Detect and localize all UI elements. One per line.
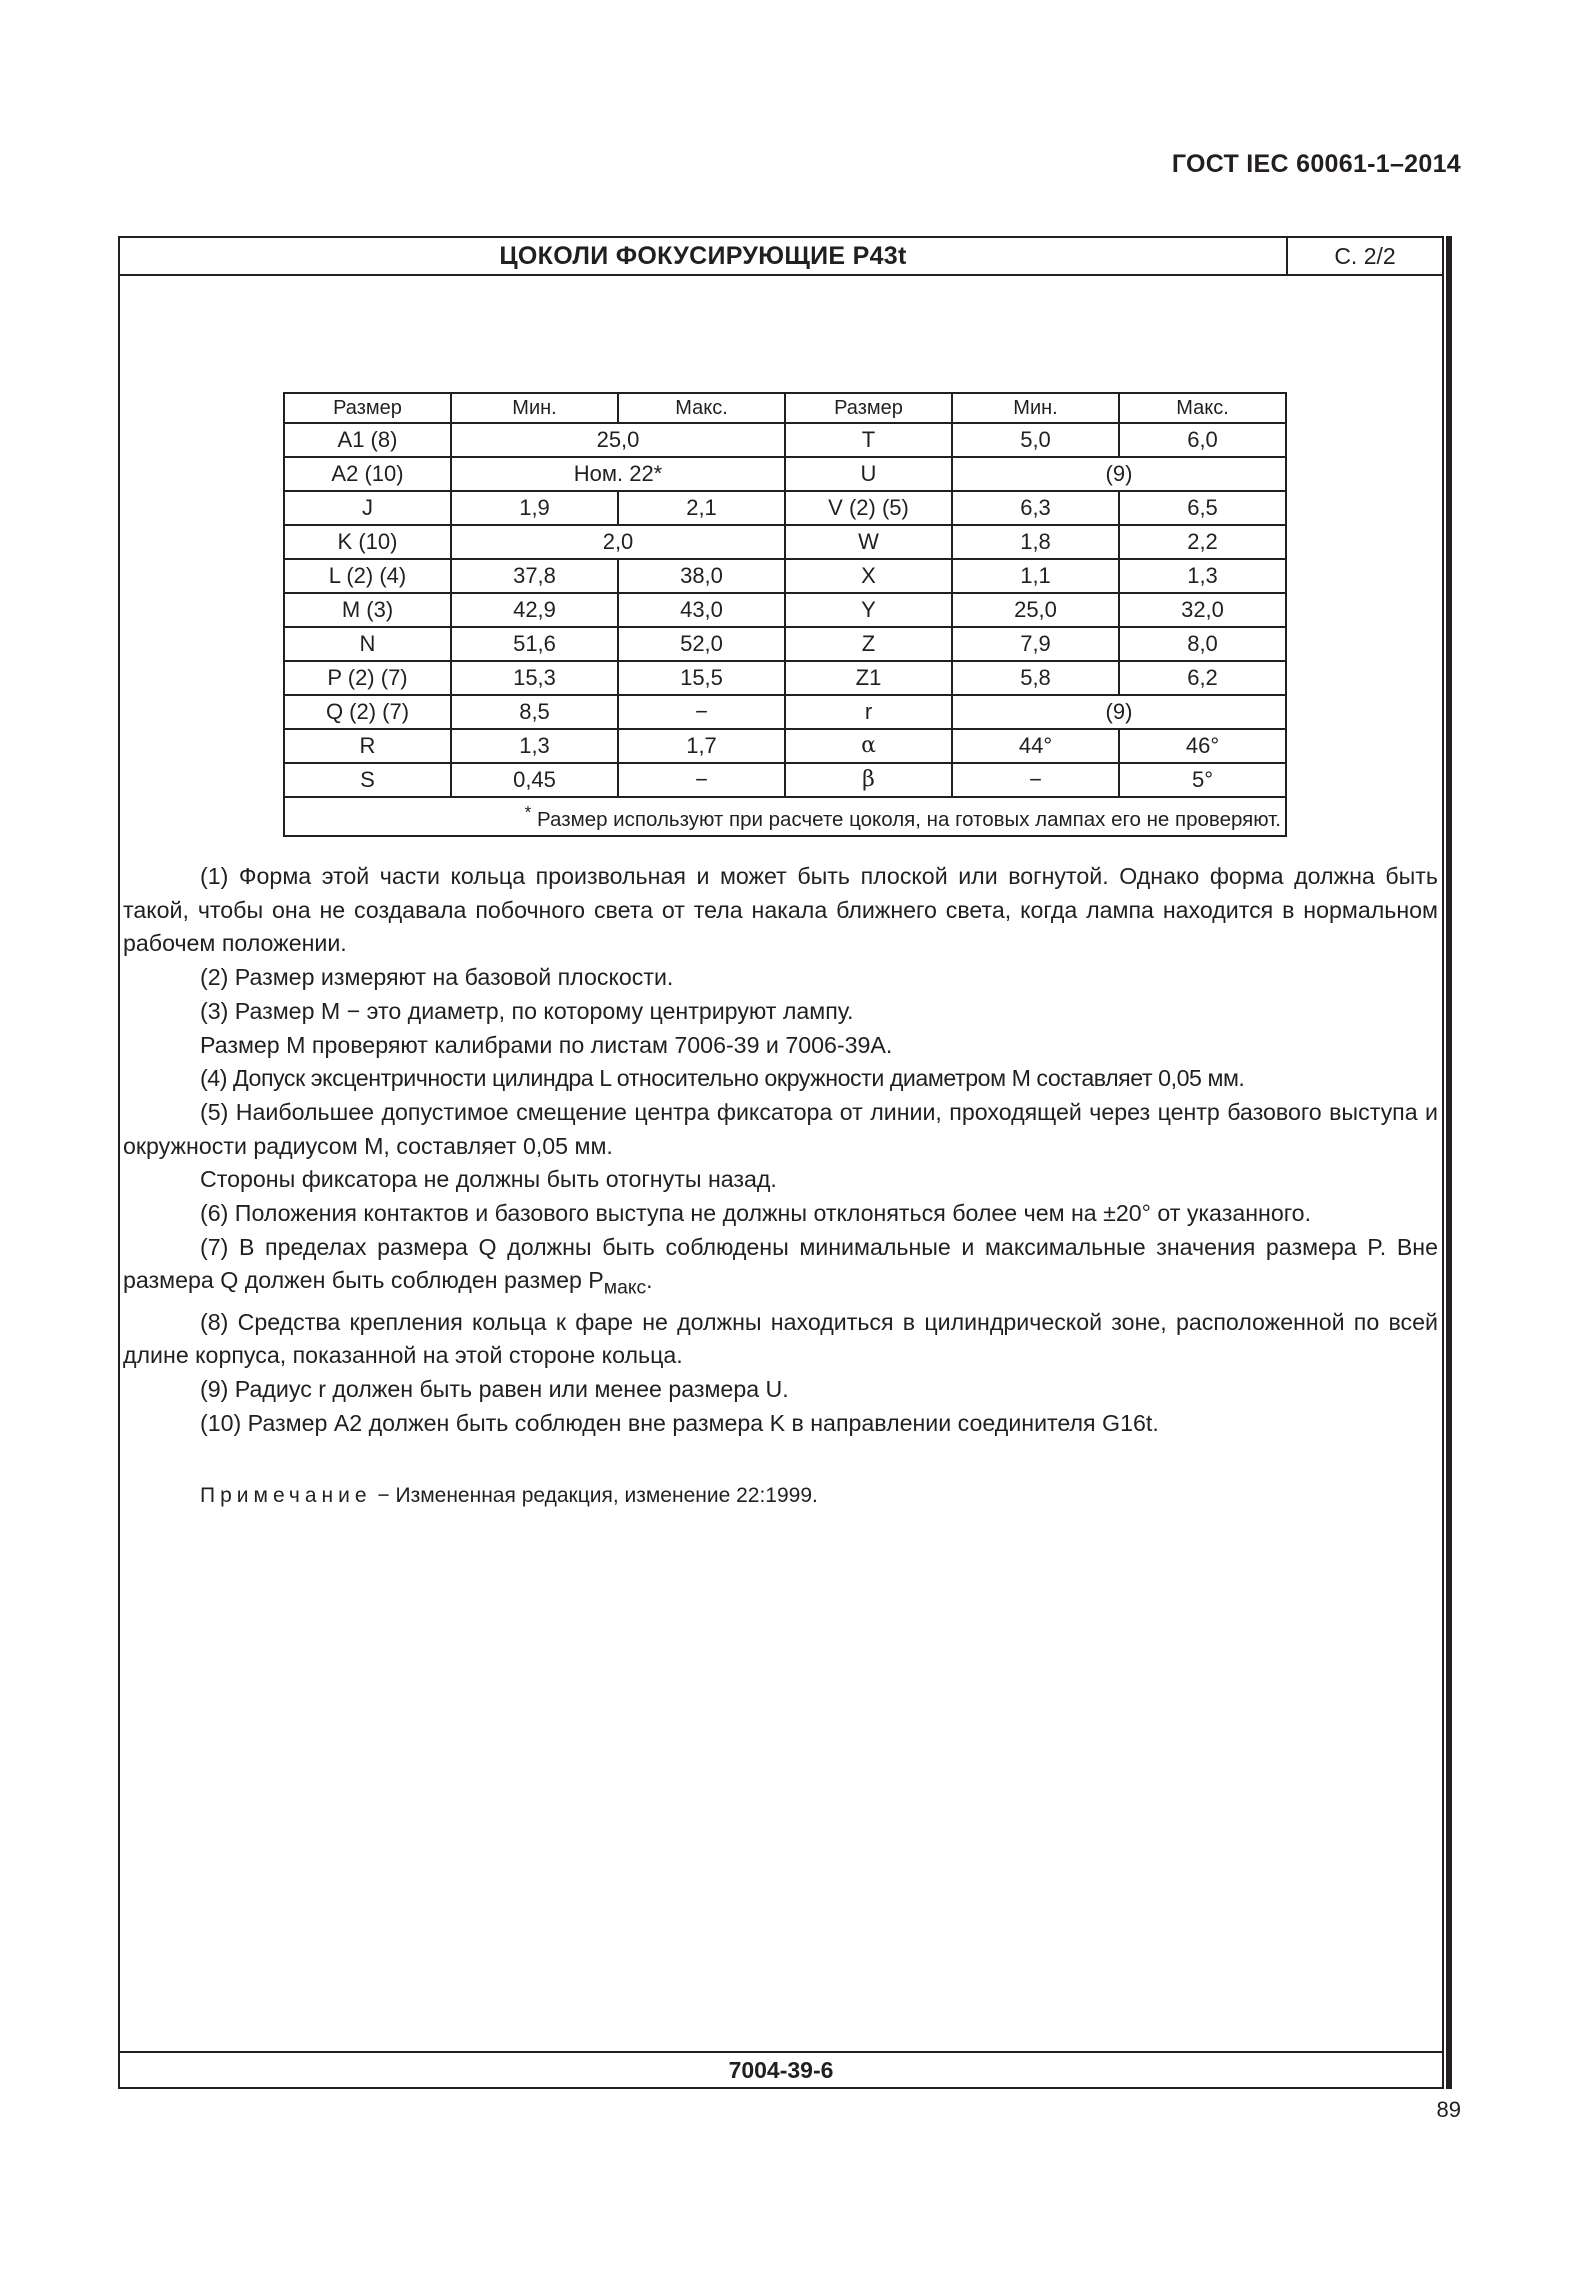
col-header: Мин. [952,393,1119,423]
table-cell: β [785,763,952,797]
table-cell: K (10) [284,525,451,559]
note-paragraph: (4) Допуск эксцентричности цилиндра L относительно окружности диаметром M составляет 0,05 мм. [200,1065,1245,1092]
table-cell: (9) [952,457,1286,491]
notes-section [123,860,1438,1512]
table-footnote-row [284,797,1286,836]
table-row [284,457,1286,491]
note-paragraph: (2) Размер измеряют на базовой плоскости. [200,964,674,991]
remark [123,1479,1438,1513]
table-cell: 5,0 [952,423,1119,457]
remark-text: − Измененная редакция, изменение 22:1999. [371,1483,818,1507]
table-row [284,729,1286,763]
table-cell: 42,9 [451,593,618,627]
table-cell: Z1 [785,661,952,695]
remark-lead: Примечание [200,1483,372,1507]
table-cell: 8,0 [1119,627,1286,661]
table-cell: Z [785,627,952,661]
table-cell: (9) [952,695,1286,729]
table-cell: 15,3 [451,661,618,695]
table-cell: 6,2 [1119,661,1286,695]
table-cell: S [284,763,451,797]
table-cell: 1,3 [451,729,618,763]
table-cell: T [785,423,952,457]
note-paragraph: (5) Наибольшее допустимое смещение центра фиксатора от линии, проходящей через центр базового выступа и окружности радиусом M, составляет 0,05 мм. [123,1098,1438,1159]
page-number: 89 [1436,2097,1461,2122]
note-paragraph: (6) Положения контактов и базового выступа не должны отклоняться более чем на ±20° от указанного. [200,1200,1312,1227]
table-cell: L (2) (4) [284,559,451,593]
table-cell: V (2) (5) [785,491,952,525]
table-cell: 25,0 [451,423,785,457]
table-cell: R [284,729,451,763]
table-cell: − [618,763,785,797]
table-cell: U [785,457,952,491]
table-cell: 1,1 [952,559,1119,593]
document-header: ГОСТ IEC 60061-1–2014 [1171,150,1461,178]
col-header: Мин. [451,393,618,423]
note-paragraph: Размер M проверяют калибрами по листам 7006-39 и 7006-39A. [200,1031,893,1058]
table-header-row [284,393,1286,423]
table-cell: W [785,525,952,559]
table-cell: 6,3 [952,491,1119,525]
table-cell: A1 (8) [284,423,451,457]
table-cell: r [785,695,952,729]
note-paragraph: (8) Средства крепления кольца к фаре не должны находиться в цилиндрической зоне, расположенной по всей длине корпуса, показанной на этой стороне кольца. [123,1308,1438,1369]
table-row [284,763,1286,797]
table-cell: − [952,763,1119,797]
table-cell: J [284,491,451,525]
sheet-title: ЦОКОЛИ ФОКУСИРУЮЩИЕ P43t [499,242,907,270]
table-cell: 6,0 [1119,423,1286,457]
sheet-code: 7004-39-6 [120,2051,1442,2087]
table-cell: 1,7 [618,729,785,763]
table-cell: 5,8 [952,661,1119,695]
table-cell: 44° [952,729,1119,763]
table-cell: 15,5 [618,661,785,695]
table-cell: M (3) [284,593,451,627]
table-cell: α [785,729,952,763]
footnote-mark: * [524,803,532,822]
table-cell: 52,0 [618,627,785,661]
standard-sheet [118,236,1444,2089]
table-cell: X [785,559,952,593]
table-cell: 5° [1119,763,1286,797]
col-header: Размер [785,393,952,423]
note-paragraph [123,1231,1438,1306]
table-row [284,423,1286,457]
table-cell: 1,9 [451,491,618,525]
table-cell: 2,2 [1119,525,1286,559]
table-cell: 0,45 [451,763,618,797]
table-cell: 7,9 [952,627,1119,661]
table-row [284,593,1286,627]
table-row [284,559,1286,593]
table-cell: 46° [1119,729,1286,763]
note-paragraph: (1) Форма этой части кольца произвольная и может быть плоской или вогнутой. Однако форма должна быть такой, чтобы она не создавала побочного света от тела накала ближнего света, когда лампа находится в нормальном рабочем положении. [123,863,1438,957]
table-cell: 38,0 [618,559,785,593]
frame-shadow [1446,236,1452,2089]
table-cell: 51,6 [451,627,618,661]
table-cell: 25,0 [952,593,1119,627]
table-row [284,627,1286,661]
note-subscript: макс [603,1278,647,1300]
note-paragraph: (9) Радиус r должен быть равен или менее размера U. [200,1376,789,1403]
note-text: (7) В пределах размера Q должны быть соблюдены минимальные и максимальные значения размера P. Вне размера Q должен быть соблюден размер P [123,1233,1438,1294]
col-header: Размер [284,393,451,423]
table-footnote [284,797,1286,836]
table-cell: N [284,627,451,661]
table-row [284,525,1286,559]
note-paragraph: (3) Размер M − это диаметр, по которому центрируют лампу. [200,997,854,1024]
table-row [284,695,1286,729]
table-cell: P (2) (7) [284,661,451,695]
table-cell: 6,5 [1119,491,1286,525]
table-cell: 2,0 [451,525,785,559]
table-cell: − [618,695,785,729]
table-cell: 37,8 [451,559,618,593]
col-header: Макс. [1119,393,1286,423]
table-cell: 8,5 [451,695,618,729]
table-cell: Y [785,593,952,627]
note-paragraph: Стороны фиксатора не должны быть отогнуты назад. [200,1166,777,1193]
note-paragraph: (10) Размер A2 должен быть соблюден вне размера K в направлении соединителя G16t. [200,1409,1159,1436]
note-tail: . [646,1267,653,1294]
table-cell: 1,3 [1119,559,1286,593]
table-cell: A2 (10) [284,457,451,491]
table-cell: 43,0 [618,593,785,627]
table-cell: Q (2) (7) [284,695,451,729]
table-cell: Ном. 22* [451,457,785,491]
table-row [284,661,1286,695]
table-cell: 32,0 [1119,593,1286,627]
dimensions-table [283,392,1287,837]
sheet-title-row [120,238,1442,276]
table-row [284,491,1286,525]
table-cell: 1,8 [952,525,1119,559]
table-cell: 2,1 [618,491,785,525]
col-header: Макс. [618,393,785,423]
footnote-text: Размер используют при расчете цоколя, на готовых лампах его не проверяют. [537,807,1281,831]
sheet-page-ref: С. 2/2 [1286,238,1442,274]
